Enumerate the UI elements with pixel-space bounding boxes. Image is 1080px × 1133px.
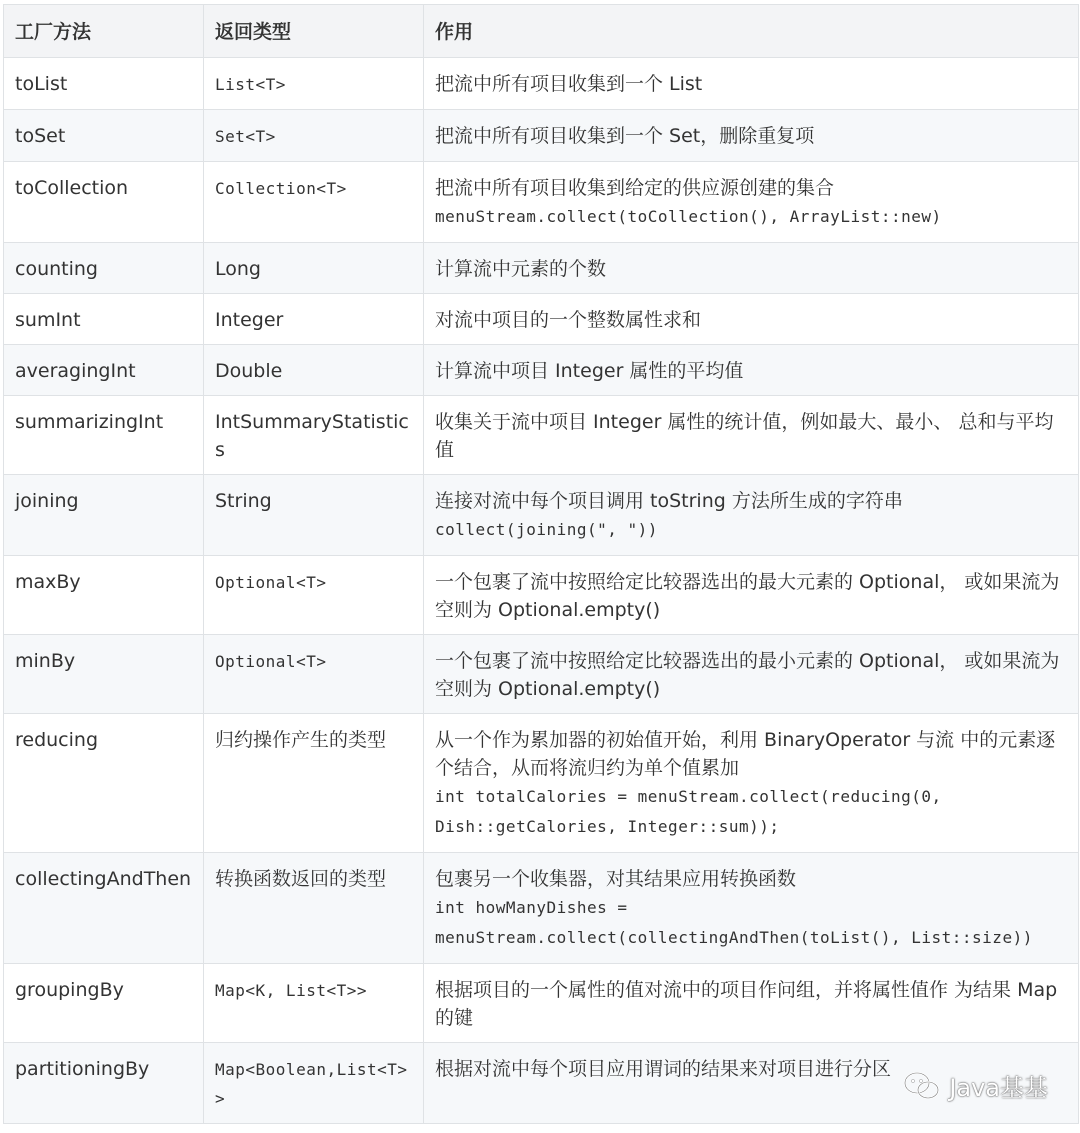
cell-method: joining [4, 475, 204, 556]
description-text: 从一个作为累加器的初始值开始，利用 BinaryOperator 与流 中的元素逐个结合，从而将流归约为单个值累加 [435, 729, 1056, 779]
cell-description [424, 396, 1079, 475]
cell-return-type [204, 162, 424, 243]
cell-description [424, 556, 1079, 635]
return-type-text: Double [215, 360, 283, 382]
return-type-text: String [215, 490, 272, 512]
table-container [3, 4, 1078, 1124]
return-type-text: Integer [215, 309, 284, 331]
cell-method: summarizingInt [4, 396, 204, 475]
cell-return-type [204, 345, 424, 396]
description-text: 根据项目的一个属性的值对流中的项目作问组，并将属性值作 为结果 Map 的键 [435, 979, 1058, 1029]
return-type-text: Optional<T> [215, 652, 327, 671]
description-text: 收集关于流中项目 Integer 属性的统计值，例如最大、最小、 总和与平均值 [435, 411, 1054, 461]
cell-return-type [204, 58, 424, 110]
cell-method: groupingBy [4, 964, 204, 1043]
table-row [4, 714, 1079, 853]
cell-method: counting [4, 243, 204, 294]
cell-return-type [204, 714, 424, 853]
cell-method: toCollection [4, 162, 204, 243]
return-type-text: List<T> [215, 75, 286, 94]
table-row [4, 853, 1079, 964]
description-text: 连接对流中每个项目调用 toString 方法所生成的字符串 [435, 490, 903, 512]
cell-description [424, 345, 1079, 396]
return-type-text: Long [215, 258, 261, 280]
cell-description [424, 475, 1079, 556]
table-row [4, 345, 1079, 396]
cell-description [424, 714, 1079, 853]
header-return-type: 返回类型 [204, 5, 424, 58]
return-type-text: 转换函数返回的类型 [215, 868, 387, 890]
description-text: 根据对流中每个项目应用谓词的结果来对项目进行分区 [435, 1058, 892, 1080]
table-row [4, 294, 1079, 345]
table-row [4, 162, 1079, 243]
cell-description [424, 853, 1079, 964]
cell-method: maxBy [4, 556, 204, 635]
cell-return-type [204, 294, 424, 345]
cell-method: collectingAndThen [4, 853, 204, 964]
code-example: int howManyDishes = menuStream.collect(collectingAndThen(toList(), List::size)) [435, 898, 1033, 947]
cell-return-type [204, 396, 424, 475]
table-row [4, 110, 1079, 162]
cell-method: toSet [4, 110, 204, 162]
code-example: menuStream.collect(toCollection(), ArrayList::new) [435, 207, 942, 226]
cell-return-type [204, 964, 424, 1043]
watermark-text: Java基基 [949, 1074, 1048, 1102]
cell-return-type [204, 556, 424, 635]
return-type-text: Map<Boolean,List<T>> [215, 1060, 408, 1108]
description-text: 把流中所有项目收集到给定的供应源创建的集合 [435, 177, 835, 199]
code-example: collect(joining(", ")) [435, 520, 658, 539]
table-row [4, 475, 1079, 556]
table-row [4, 964, 1079, 1043]
cell-method: toList [4, 58, 204, 110]
cell-return-type [204, 635, 424, 714]
description-text: 把流中所有项目收集到一个 List [435, 73, 703, 95]
table-row [4, 58, 1079, 110]
collectors-table [3, 4, 1079, 1124]
cell-description [424, 243, 1079, 294]
description-text: 一个包裹了流中按照给定比较器选出的最小元素的 Optional， 或如果流为空则为 Optional.empty() [435, 650, 1060, 700]
cell-description [424, 162, 1079, 243]
cell-method: averagingInt [4, 345, 204, 396]
return-type-text: Map<K, List<T>> [215, 981, 367, 1000]
watermark [903, 1068, 1048, 1103]
description-text: 对流中项目的一个整数属性求和 [435, 309, 702, 331]
cell-method: sumInt [4, 294, 204, 345]
return-type-text: IntSummaryStatistics [215, 411, 409, 461]
description-text: 把流中所有项目收集到一个 Set，删除重复项 [435, 125, 815, 147]
code-example: int totalCalories = menuStream.collect(reducing(0, Dish::getCalories, Integer::sum)); [435, 787, 942, 836]
wechat-icon [903, 1071, 941, 1101]
cell-return-type [204, 1043, 424, 1124]
description-text: 计算流中项目 Integer 属性的平均值 [435, 360, 744, 382]
return-type-text: Collection<T> [215, 179, 347, 198]
description-text: 计算流中元素的个数 [435, 258, 607, 280]
header-factory-method: 工厂方法 [4, 5, 204, 58]
cell-return-type [204, 243, 424, 294]
table-body [4, 58, 1079, 1124]
table-row [4, 635, 1079, 714]
cell-return-type [204, 110, 424, 162]
header-purpose: 作用 [424, 5, 1079, 58]
description-text: 一个包裹了流中按照给定比较器选出的最大元素的 Optional， 或如果流为空则为 Optional.empty() [435, 571, 1060, 621]
cell-description [424, 110, 1079, 162]
cell-description [424, 294, 1079, 345]
cell-method: minBy [4, 635, 204, 714]
return-type-text: 归约操作产生的类型 [215, 729, 387, 751]
cell-description [424, 635, 1079, 714]
table-header-row [4, 5, 1079, 58]
cell-return-type [204, 853, 424, 964]
cell-description [424, 58, 1079, 110]
return-type-text: Optional<T> [215, 573, 327, 592]
cell-method: reducing [4, 714, 204, 853]
cell-method: partitioningBy [4, 1043, 204, 1124]
cell-return-type [204, 475, 424, 556]
table-row [4, 243, 1079, 294]
table-row [4, 556, 1079, 635]
table-row [4, 396, 1079, 475]
description-text: 包裹另一个收集器，对其结果应用转换函数 [435, 868, 797, 890]
return-type-text: Set<T> [215, 127, 276, 146]
cell-description [424, 964, 1079, 1043]
